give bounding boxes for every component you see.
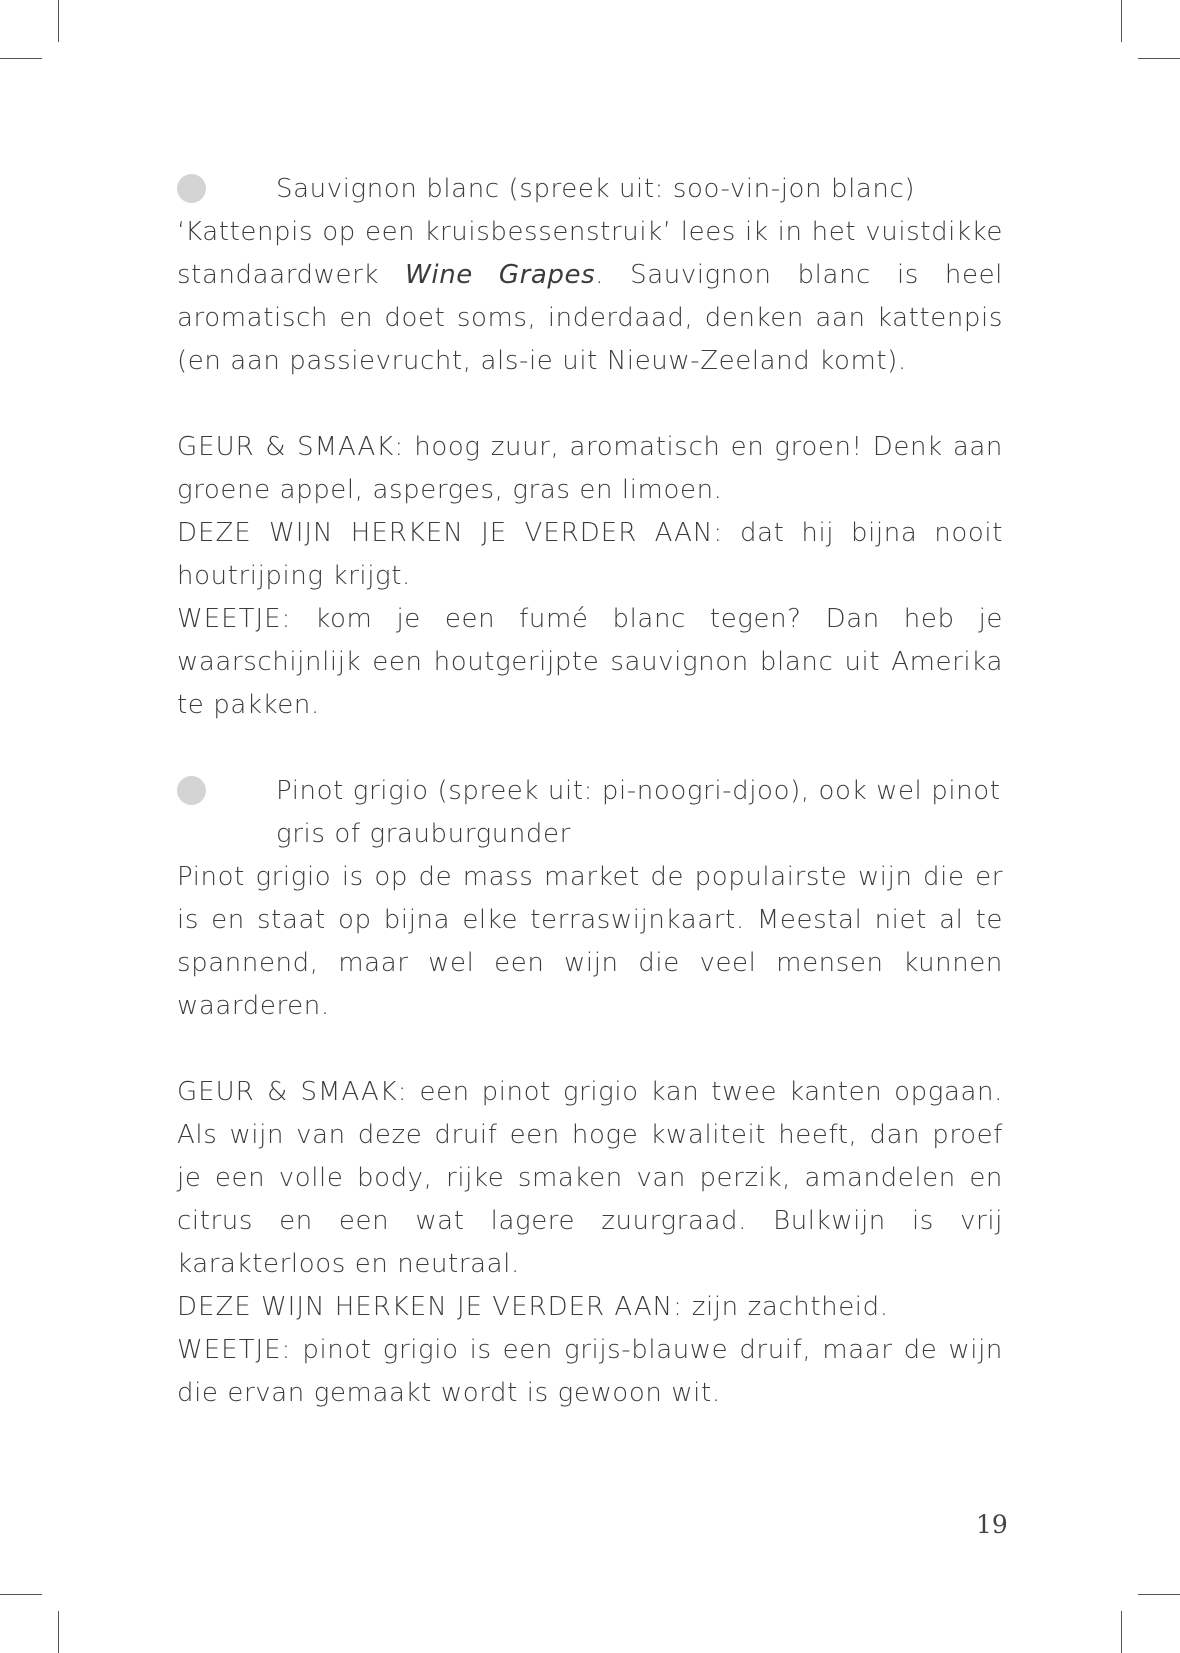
page-content bbox=[177, 168, 1003, 1415]
geur-label: GEUR & SMAAK: bbox=[177, 432, 405, 462]
intro-text: . Sauvignon blanc is heel aromatisch en doet soms, inderdaad, denken aan kattenpis (en aan passievrucht, als-ie uit Nieuw-Zeeland komt). bbox=[177, 260, 1003, 376]
herken-paragraph bbox=[177, 1286, 1003, 1329]
geur-paragraph bbox=[177, 426, 1003, 512]
page-number: 19 bbox=[976, 1510, 1008, 1539]
heading-text: Pinot grigio (spreek uit: pi-noogri-djoo), ook wel pinot gris of grauburgunder bbox=[276, 776, 1001, 849]
weetje-label: WEETJE: bbox=[177, 1335, 292, 1365]
geur-text: hoog zuur, aromatisch en groen! Denk aan groene appel, asperges, gras en limoen. bbox=[177, 432, 1003, 505]
bullet-icon bbox=[177, 174, 206, 203]
crop-mark bbox=[1121, 0, 1122, 42]
herken-text: dat hij bijna nooit houtrijping krijgt. bbox=[177, 518, 1003, 591]
crop-mark bbox=[0, 1594, 42, 1595]
geur-label: GEUR & SMAAK: bbox=[177, 1077, 408, 1107]
crop-mark bbox=[1138, 58, 1180, 59]
geur-text: een pinot grigio kan twee kanten opgaan. Als wijn van deze druif een hoge kwaliteit heeft, dan proef je een volle body, rijke smaken van perzik, amandelen en citrus en een wat lagere zuurgraad. Bulkwijn is vrij karakterloos en neutraal. bbox=[177, 1077, 1003, 1279]
heading-text: Sauvignon blanc (spreek uit: soo-vin-jon blanc) bbox=[276, 174, 916, 204]
weetje-text: pinot grigio is een grijs-blauwe druif, maar de wijn die ervan gemaakt wordt is gewoon wit. bbox=[177, 1335, 1003, 1408]
intro-paragraph bbox=[177, 211, 1003, 383]
crop-mark bbox=[0, 58, 42, 59]
crop-mark bbox=[58, 1611, 59, 1653]
crop-mark bbox=[1138, 1594, 1180, 1595]
geur-paragraph bbox=[177, 1071, 1003, 1286]
section-heading-sauvignon bbox=[177, 168, 1003, 211]
weetje-paragraph bbox=[177, 1329, 1003, 1415]
herken-paragraph bbox=[177, 512, 1003, 598]
intro-paragraph: Pinot grigio is op de mass market de populairste wijn die er is en staat op bijna elke terraswijnkaart. Meestal niet al te spannend, maar wel een wijn die veel mensen kunnen waarderen. bbox=[177, 862, 1003, 1021]
intro-text: ‘Kattenpis op een kruisbessenstruik’ lees ik in het vuistdikke standaardwerk bbox=[177, 217, 1003, 290]
book-title: Wine Grapes bbox=[405, 260, 596, 290]
herken-text: zijn zachtheid. bbox=[682, 1292, 889, 1322]
section-heading-pinot bbox=[177, 770, 1003, 856]
herken-label: DEZE WIJN HERKEN JE VERDER AAN: bbox=[177, 518, 724, 548]
crop-mark bbox=[1121, 1611, 1122, 1653]
weetje-paragraph bbox=[177, 598, 1003, 727]
herken-label: DEZE WIJN HERKEN JE VERDER AAN: bbox=[177, 1292, 683, 1322]
weetje-label: WEETJE: bbox=[177, 604, 292, 634]
crop-mark bbox=[58, 0, 59, 42]
weetje-text: kom je een fumé blanc tegen? Dan heb je waarschijnlijk een houtgerijpte sauvignon blanc uit Amerika te pakken. bbox=[177, 604, 1003, 720]
bullet-icon bbox=[177, 776, 206, 805]
